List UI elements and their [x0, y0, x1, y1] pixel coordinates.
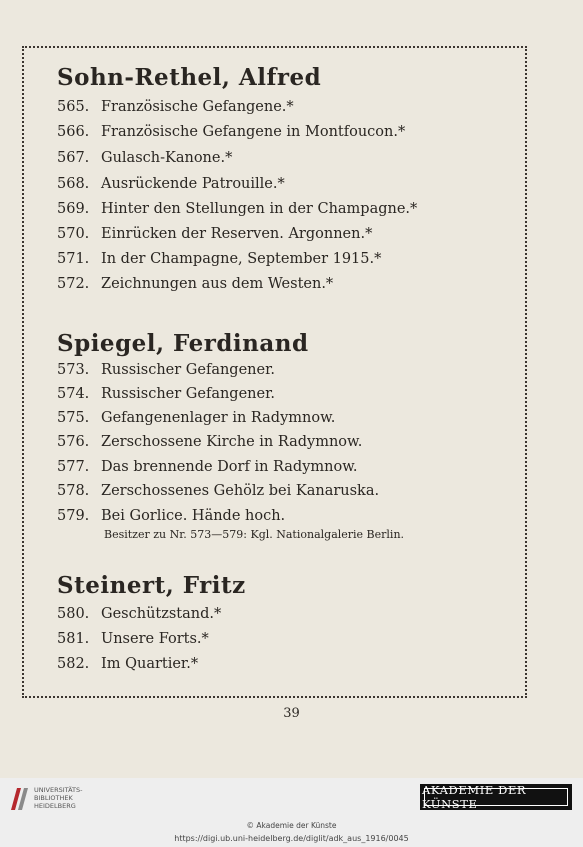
catalog-entry: 569. Hinter den Stellungen in der Champagne.*: [57, 201, 418, 217]
logo-line: BIBLIOTHEK: [34, 794, 73, 802]
catalog-entry: 570. Einrücken der Reserven. Argonnen.*: [57, 226, 373, 242]
permalink-url[interactable]: https://digi.ub.uni-heidelberg.de/diglit/adk_aus_1916/0045: [174, 834, 409, 843]
artist-heading: Spiegel, Ferdinand: [57, 330, 309, 357]
owner-note: Besitzer zu Nr. 573—579: Kgl. Nationalgalerie Berlin.: [104, 528, 405, 541]
artist-heading: Sohn-Rethel, Alfred: [57, 64, 322, 91]
catalog-entry: 578. Zerschossenes Gehölz bei Kanaruska.: [57, 483, 380, 499]
catalog-entry: 577. Das brennende Dorf in Radymnow.: [57, 459, 358, 475]
akademie-der-kuenste-logo[interactable]: AKADEMIE DER KÜNSTE: [420, 784, 572, 810]
logo-line: UNIVERSITÄTS-: [34, 786, 83, 794]
catalog-entry: 575. Gefangenenlager in Radymnow.: [57, 410, 336, 426]
catalog-entry: 568. Ausrückende Patrouille.*: [57, 176, 285, 192]
library-emblem-icon: [8, 784, 30, 812]
catalog-entry: 571. In der Champagne, September 1915.*: [57, 251, 382, 267]
copyright-credit: © Akademie der Künste: [246, 821, 337, 830]
catalog-entry: 581. Unsere Forts.*: [57, 631, 209, 647]
viewer-footer: [0, 778, 583, 847]
university-library-logo[interactable]: [8, 782, 118, 816]
logo-line: HEIDELBERG: [34, 802, 76, 810]
catalog-entry: 573. Russischer Gefangener.: [57, 362, 276, 378]
catalog-entry: 582. Im Quartier.*: [57, 656, 199, 672]
catalog-entry: 576. Zerschossene Kirche in Radymnow.: [57, 434, 363, 450]
catalog-entry: 580. Geschützstand.*: [57, 606, 222, 622]
catalog-entry: 572. Zeichnungen aus dem Westen.*: [57, 276, 334, 292]
artist-heading: Steinert, Fritz: [57, 572, 246, 599]
catalog-entry: 574. Russischer Gefangener.: [57, 386, 276, 402]
catalog-entry: 579. Bei Gorlice. Hände hoch.: [57, 508, 286, 524]
catalog-entry: 567. Gulasch-Kanone.*: [57, 150, 233, 166]
catalog-entry: 565. Französische Gefangene.*: [57, 99, 294, 115]
page-number: 39: [283, 706, 300, 721]
catalog-entry: 566. Französische Gefangene in Montfoucon.*: [57, 124, 406, 140]
